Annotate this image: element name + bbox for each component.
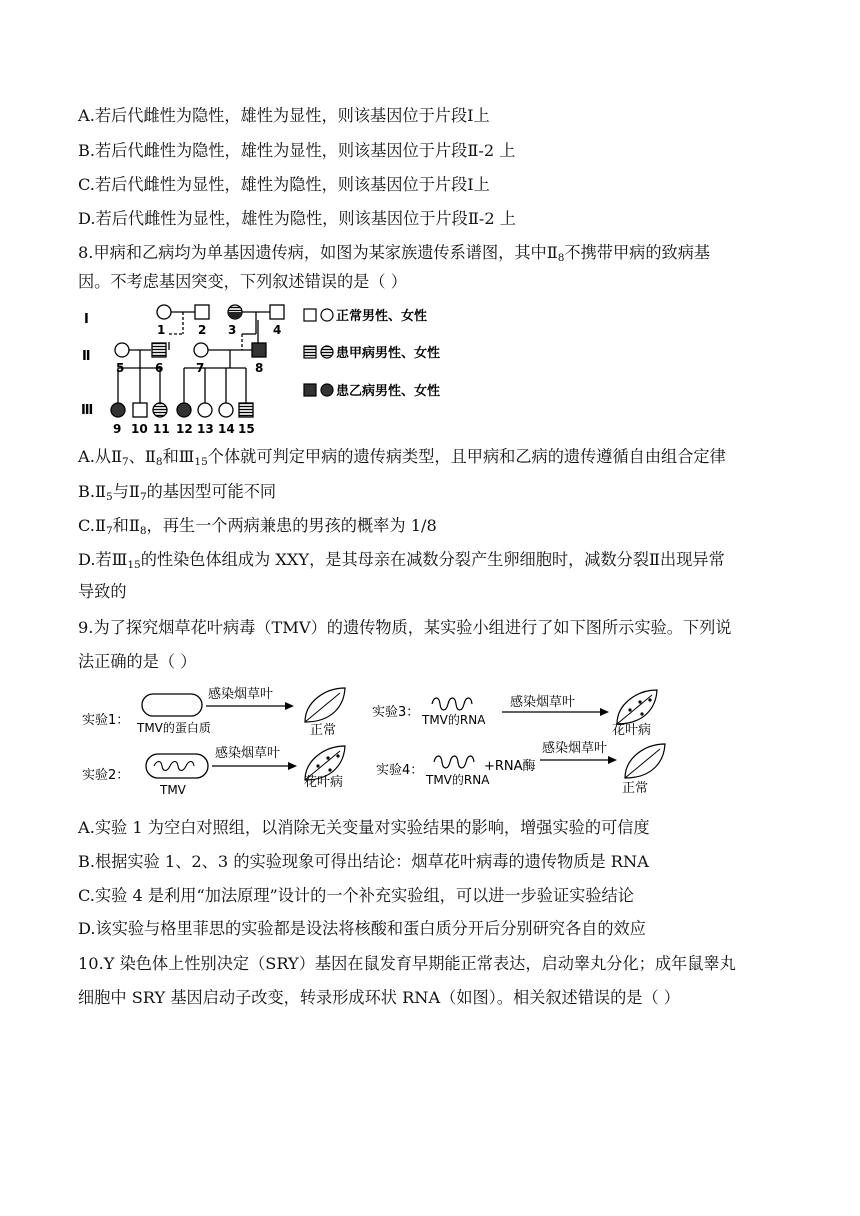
q8-option-d: D.若$Ⅲ_{15}$的性染色体组成为 XXY，是其母亲在减数分裂产生卵细胞时，减数分裂Ⅱ出现异常 [78, 550, 725, 571]
svg-text:3: 3 [228, 323, 237, 337]
tmv-virus-icon [146, 754, 208, 778]
q9-option-b: B.根据实验 1、2、3 的实验现象可得出结论：烟草花叶病毒的遗传物质是 RNA [78, 852, 649, 871]
legend-normal-male-icon [304, 309, 316, 321]
diseased-leaf-icon [617, 690, 657, 724]
svg-text:7: 7 [196, 361, 205, 375]
q8-option-b: $B.Ⅱ_5$与$Ⅱ_7$的基因型可能不同 [78, 482, 277, 503]
indiv-8 [252, 343, 266, 357]
svg-text:5: 5 [116, 361, 125, 375]
exp4-result: 正常 [622, 781, 649, 796]
legend-yi-male-icon [304, 384, 316, 396]
indiv-15 [239, 403, 253, 417]
exp3-arrow-label: 感染烟草叶 [510, 695, 576, 710]
exp3-label: 实验3： [372, 705, 420, 720]
gen-label-1: Ⅰ [84, 312, 89, 327]
legend-yi-female-icon [321, 384, 333, 396]
svg-text:15: 15 [238, 422, 255, 436]
exp2-result: 花叶病 [304, 775, 344, 790]
svg-text:14: 14 [218, 422, 235, 436]
q10-stem-line1: 10.Y 染色体上性别决定（SRY）基因在鼠发育早期能正常表达，启动睾丸分化；成年鼠睾丸 [78, 954, 736, 973]
legend-normal-female-icon [321, 309, 333, 321]
indiv-5 [115, 343, 129, 357]
q8-option-d-cont: 导致的 [78, 582, 127, 601]
q9-option-d: D.该实验与格里菲思的实验都是设法将核酸和蛋白质分开后分别研究各自的效应 [78, 919, 646, 938]
protein-capsule-icon [142, 694, 202, 716]
exp4-sample: TMV的RNA [426, 773, 490, 787]
q8-stem-line1: 8.甲病和乙病均为单基因遗传病，如图为某家族遗传系谱图，其中$Ⅱ_8$不携带甲病的致病基 [78, 243, 711, 264]
q7-option-d: D.若后代雌性为显性，雄性为隐性，则该基因位于片段Ⅱ-2 上 [78, 209, 516, 228]
exp1-result: 正常 [310, 723, 337, 738]
exp3-sample: TMV的RNA [422, 713, 486, 727]
indiv-13 [198, 403, 212, 417]
exp3-result: 花叶病 [612, 723, 652, 738]
svg-text:10: 10 [131, 422, 148, 436]
q7-option-c: C.若后代雌性为显性，雄性为隐性，则该基因位于片段Ⅰ上 [78, 175, 490, 194]
indiv-1 [157, 305, 171, 319]
q9-stem-line1: 9.为了探究烟草花叶病毒（TMV）的遗传物质，某实验小组进行了如下图所示实验。下列说 [78, 618, 732, 637]
svg-text:2: 2 [198, 323, 207, 337]
leaf-icon [625, 744, 665, 778]
svg-text:13: 13 [197, 422, 214, 436]
exp2-arrow-label: 感染烟草叶 [215, 746, 281, 761]
indiv-4 [270, 305, 284, 319]
pedigree-chart [78, 300, 478, 438]
exp1-sample: TMV的蛋白质 [137, 721, 211, 735]
legend-normal: 正常男性、女性 [336, 309, 428, 324]
q8-option-a: A.从$Ⅱ_7$、$Ⅱ_8$和$Ⅲ_{15}$个体就可判定甲病的遗传病类型，且甲病和乙病的遗传遵循自由组合定律 [78, 447, 726, 468]
indiv-10 [133, 403, 147, 417]
exp2-label: 实验2： [82, 768, 130, 783]
leaf-icon [305, 688, 345, 722]
exp4-label: 实验4： [376, 763, 424, 778]
exp2-sample: TMV [160, 783, 186, 797]
svg-text:12: 12 [176, 422, 193, 436]
q9-option-c: C.实验 4 是利用“加法原理”设计的一个补充实验组，可以进一步验证实验结论 [78, 886, 634, 905]
exp1-label: 实验1： [82, 713, 130, 728]
svg-text:1: 1 [157, 323, 166, 337]
q7-option-a: A.若后代雌性为隐性，雄性为显性，则该基因位于片段Ⅰ上 [78, 106, 490, 125]
q8-option-c: $C.Ⅱ_7$和$Ⅱ_8$，再生一个两病兼患的男孩的概率为 1/8 [78, 516, 437, 537]
indiv-7 [194, 343, 208, 357]
svg-text:4: 4 [273, 323, 282, 337]
q8-stem-line2: 因。不考虑基因突变，下列叙述错误的是（ ） [78, 272, 407, 291]
gen-label-3: Ⅲ [81, 403, 94, 418]
svg-text:8: 8 [255, 361, 264, 375]
legend-jia: 患甲病男性、女性 [336, 346, 441, 361]
indiv-14 [219, 403, 233, 417]
q7-option-b: B.若后代雌性为隐性，雄性为显性，则该基因位于片段Ⅱ-2 上 [78, 141, 516, 160]
svg-text:6: 6 [155, 361, 164, 375]
legend-jia-male-icon [304, 346, 316, 358]
q9-option-a: A.实验 1 为空白对照组，以消除无关变量对实验结果的影响，增强实验的可信度 [78, 818, 650, 837]
legend-yi: 患乙病男性、女性 [336, 384, 441, 399]
indiv-11 [153, 403, 167, 417]
tmv-experiment-figure [82, 682, 672, 802]
indiv-2 [195, 305, 209, 319]
exp4-extra: +RNA酶 [484, 759, 536, 774]
indiv-9 [111, 403, 125, 417]
svg-text:11: 11 [153, 422, 170, 436]
svg-text:9: 9 [113, 422, 122, 436]
indiv-12 [177, 403, 191, 417]
legend-jia-female-icon [321, 346, 333, 358]
q10-stem-line2: 细胞中 SRY 基因启动子改变，转录形成环状 RNA（如图）。相关叙述错误的是（ ） [78, 988, 680, 1007]
gen-label-2: Ⅱ [82, 349, 91, 364]
exp1-arrow-label: 感染烟草叶 [208, 687, 274, 702]
indiv-6 [152, 343, 166, 357]
q9-stem-line2: 法正确的是（ ） [78, 652, 197, 671]
exp4-arrow-label: 感染烟草叶 [542, 741, 608, 756]
